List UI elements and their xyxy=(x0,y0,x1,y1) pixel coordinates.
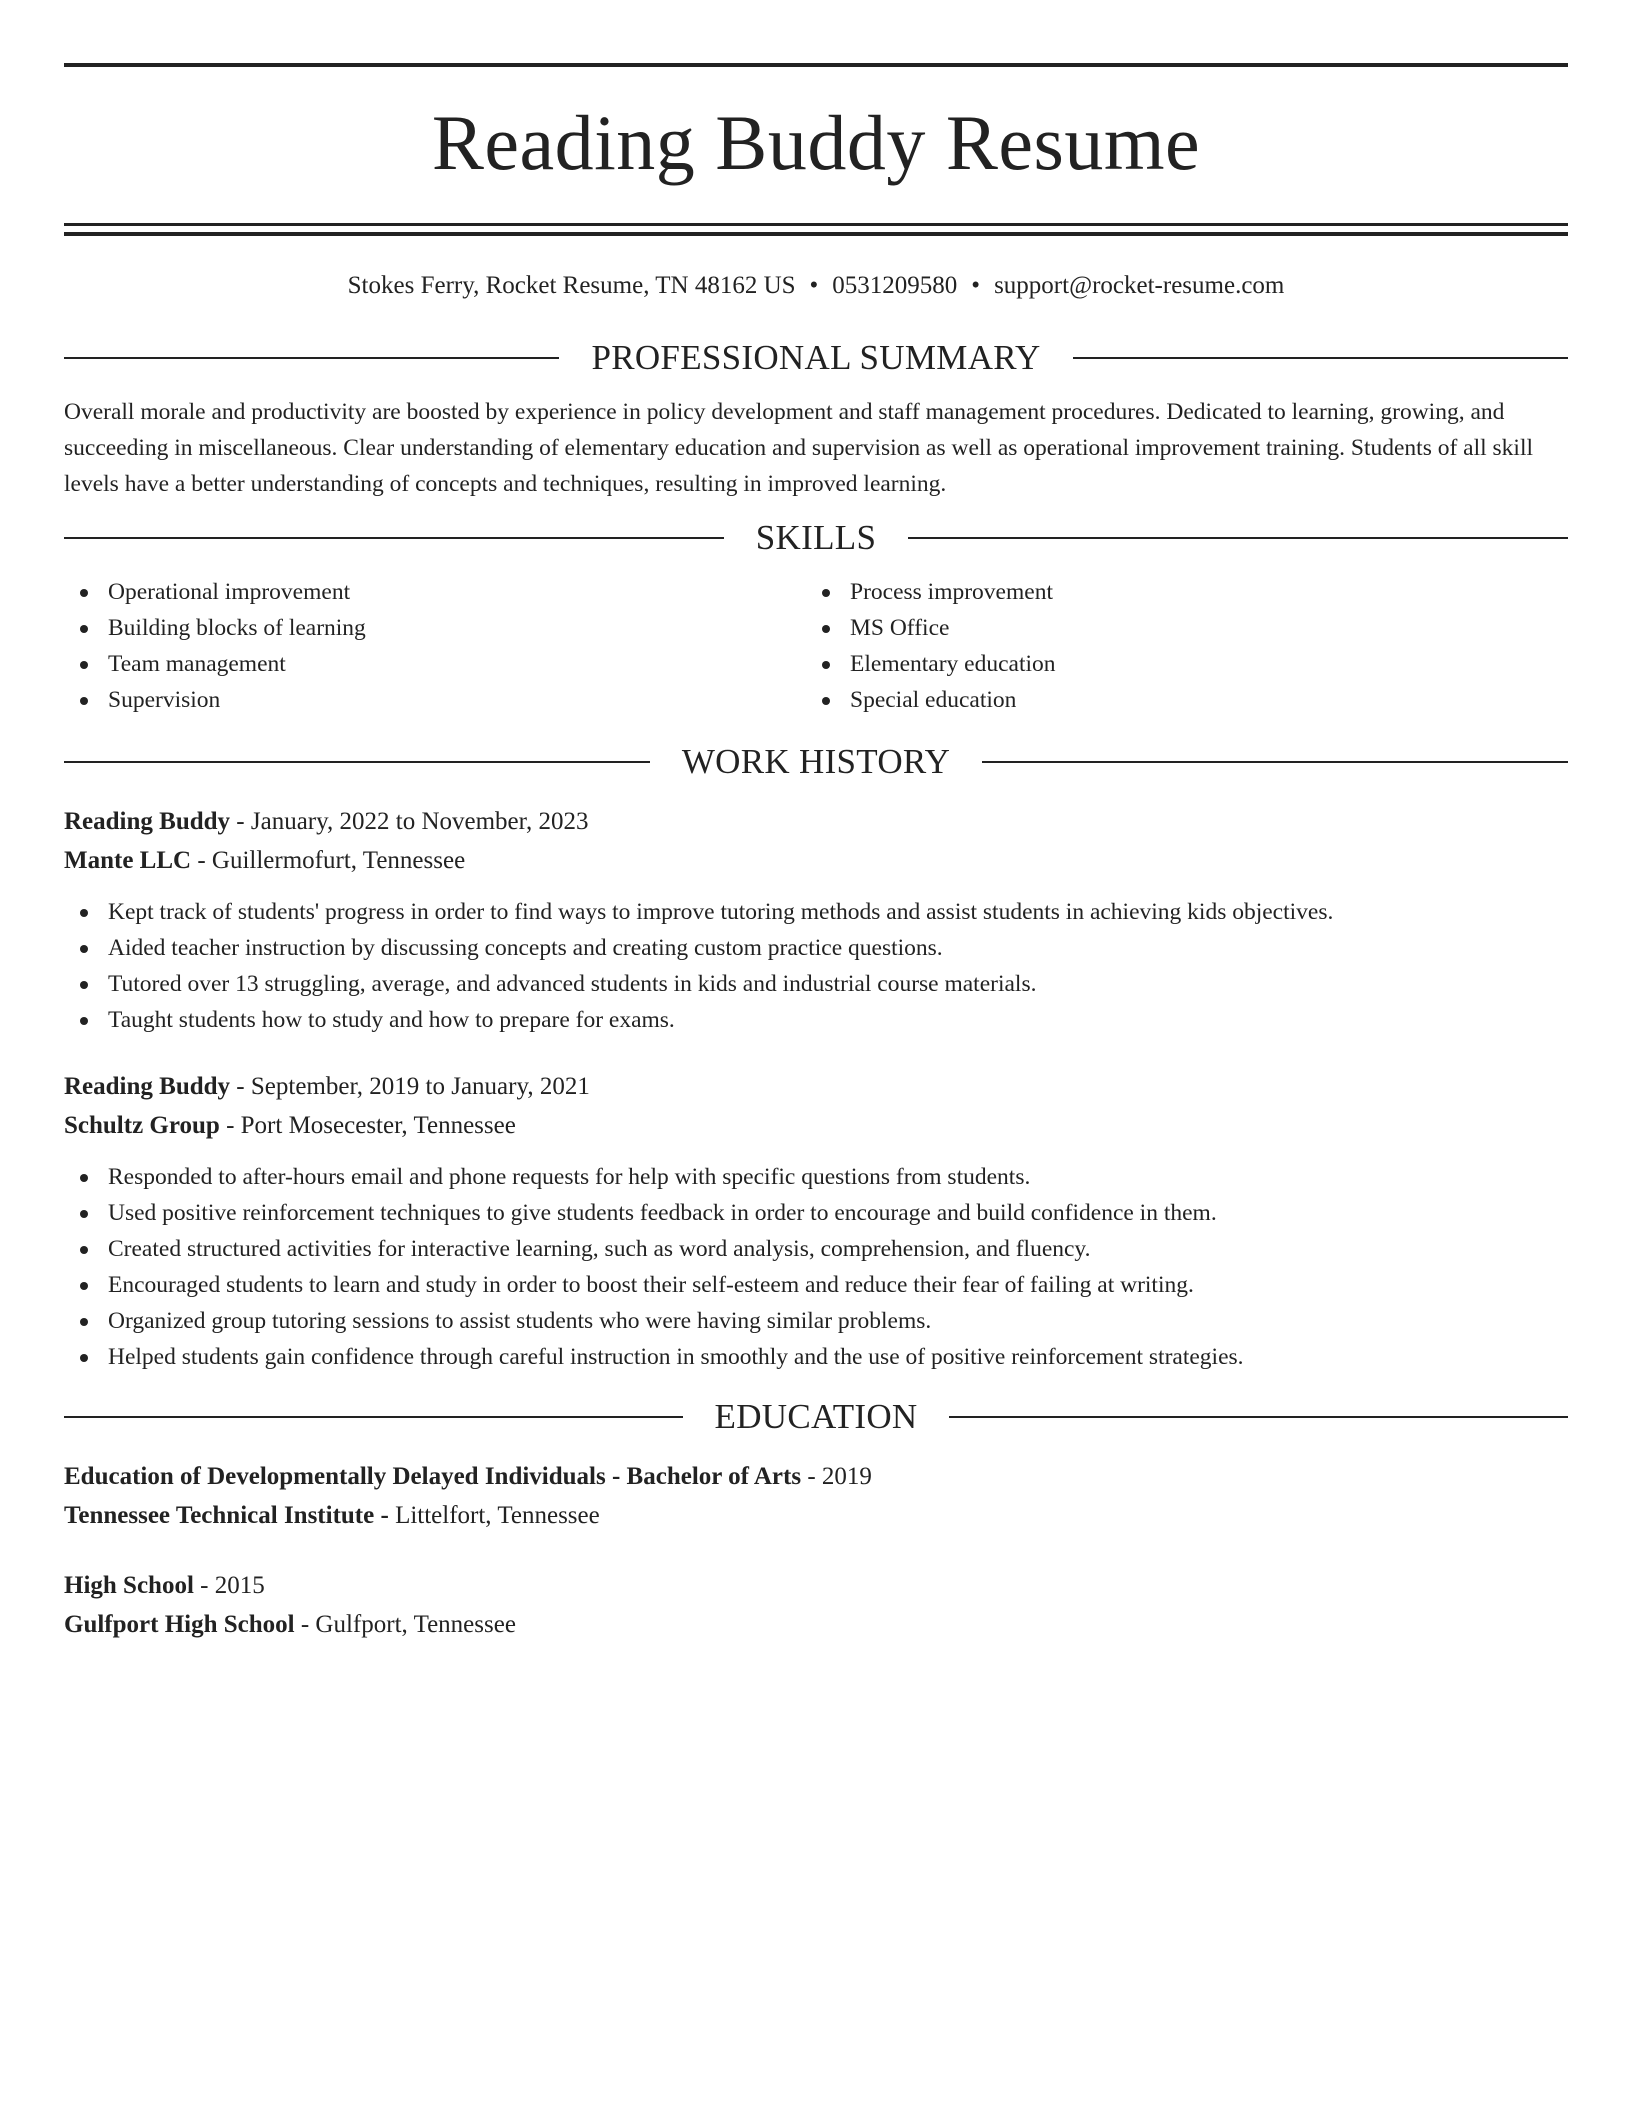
section-heading-summary xyxy=(64,336,1568,380)
contact-separator: • xyxy=(971,272,981,299)
heading-rule xyxy=(64,357,559,359)
heading-rule xyxy=(64,1416,683,1418)
section-title: WORK HISTORY xyxy=(681,742,951,781)
job-title-line xyxy=(64,1067,1568,1106)
education-degree-line xyxy=(64,1457,1568,1496)
job-title: Reading Buddy xyxy=(64,808,231,835)
section-title: PROFESSIONAL SUMMARY xyxy=(591,338,1041,377)
heading-rule xyxy=(64,537,724,539)
job-bullet: Encouraged students to learn and study in order to boost their self-esteem and reduce their fear of failing at writing. xyxy=(64,1267,1568,1303)
skills-column-left xyxy=(64,574,806,718)
education-year: - 2019 xyxy=(801,1463,872,1490)
contact-phone: 0531209580 xyxy=(832,272,958,299)
job-dates: - September, 2019 to January, 2021 xyxy=(230,1073,590,1100)
education-school-line xyxy=(64,1605,1568,1644)
education-degree-line xyxy=(64,1566,1568,1605)
job-company-line xyxy=(64,841,1568,880)
skills-column-right xyxy=(806,574,1548,718)
education-degree: Education of Developmentally Delayed Individuals - Bachelor of Arts xyxy=(64,1463,802,1490)
job-company: Mante LLC xyxy=(64,847,192,874)
title-double-rule xyxy=(64,223,1568,236)
summary-text: Overall morale and productivity are boosted by experience in policy development and staff management procedures. Dedicated to learning, growing, and succeeding in miscellaneous. Clear understanding of elementary education and supervision as well as operational improvement training. Students of all skill levels have a better understanding of concepts and techniques, resulting in improved learning. xyxy=(64,399,1534,497)
heading-rule xyxy=(982,761,1568,763)
skill-item: Elementary education xyxy=(806,646,1548,682)
resume-page xyxy=(64,63,1568,1644)
job-entry xyxy=(64,1067,1568,1375)
education-school: Gulfport High School xyxy=(64,1611,295,1638)
job-bullet: Helped students gain confidence through careful instruction in smoothly and the use of positive reinforcement strategies. xyxy=(64,1339,1568,1375)
job-location: - Port Mosecester, Tennessee xyxy=(219,1112,516,1139)
job-bullet: Responded to after-hours email and phone requests for help with specific questions from students. xyxy=(64,1159,1568,1195)
education-school-line xyxy=(64,1496,1568,1535)
skill-item: Building blocks of learning xyxy=(64,610,806,646)
job-bullet: Tutored over 13 struggling, average, and advanced students in kids and industrial course materials. xyxy=(64,966,1568,1002)
contact-line xyxy=(64,270,1568,302)
job-bullet: Kept track of students' progress in order to find ways to improve tutoring methods and assist students in achieving kids objectives. xyxy=(64,894,1568,930)
job-bullet: Created structured activities for interactive learning, such as word analysis, comprehension, and fluency. xyxy=(64,1231,1568,1267)
job-company-line xyxy=(64,1106,1568,1145)
education-entry xyxy=(64,1566,1568,1644)
heading-rule xyxy=(1073,357,1568,359)
job-bullet: Taught students how to study and how to prepare for exams. xyxy=(64,1002,1568,1038)
job-title-line xyxy=(64,802,1568,841)
education-location: Littelfort, Tennessee xyxy=(388,1502,600,1529)
contact-separator: • xyxy=(809,272,819,299)
heading-rule xyxy=(908,537,1568,539)
skill-item: MS Office xyxy=(806,610,1548,646)
skill-item: Supervision xyxy=(64,682,806,718)
education-year: - 2015 xyxy=(193,1572,265,1599)
top-rule xyxy=(64,63,1568,67)
contact-email: support@rocket-resume.com xyxy=(994,272,1285,299)
section-title: SKILLS xyxy=(755,518,877,557)
resume-title: Reading Buddy Resume xyxy=(431,99,1201,186)
job-bullet: Used positive reinforcement techniques to give students feedback in order to encourage and build confidence in them. xyxy=(64,1195,1568,1231)
skills-list xyxy=(64,574,1568,718)
job-location: - Guillermofurt, Tennessee xyxy=(191,847,466,874)
job-dates: - January, 2022 to November, 2023 xyxy=(230,808,589,835)
skill-item: Special education xyxy=(806,682,1548,718)
job-bullets xyxy=(64,894,1568,1038)
section-heading-skills xyxy=(64,516,1568,560)
job-company: Schultz Group xyxy=(64,1112,220,1139)
skill-item: Process improvement xyxy=(806,574,1548,610)
job-bullets xyxy=(64,1159,1568,1375)
education-school: Tennessee Technical Institute - xyxy=(64,1502,389,1529)
job-bullet: Organized group tutoring sessions to assist students who were having similar problems. xyxy=(64,1303,1568,1339)
contact-address: Stokes Ferry, Rocket Resume, TN 48162 US xyxy=(347,272,796,299)
heading-rule xyxy=(64,761,650,763)
skill-item: Team management xyxy=(64,646,806,682)
skill-item: Operational improvement xyxy=(64,574,806,610)
education-entry xyxy=(64,1457,1568,1535)
education-location: - Gulfport, Tennessee xyxy=(294,1611,516,1638)
section-heading-work xyxy=(64,740,1568,784)
education-degree: High School xyxy=(64,1572,194,1599)
section-heading-education xyxy=(64,1395,1568,1439)
job-title: Reading Buddy xyxy=(64,1073,231,1100)
section-title: EDUCATION xyxy=(714,1397,918,1436)
job-entry xyxy=(64,802,1568,1038)
heading-rule xyxy=(949,1416,1568,1418)
job-bullet: Aided teacher instruction by discussing concepts and creating custom practice questions. xyxy=(64,930,1568,966)
